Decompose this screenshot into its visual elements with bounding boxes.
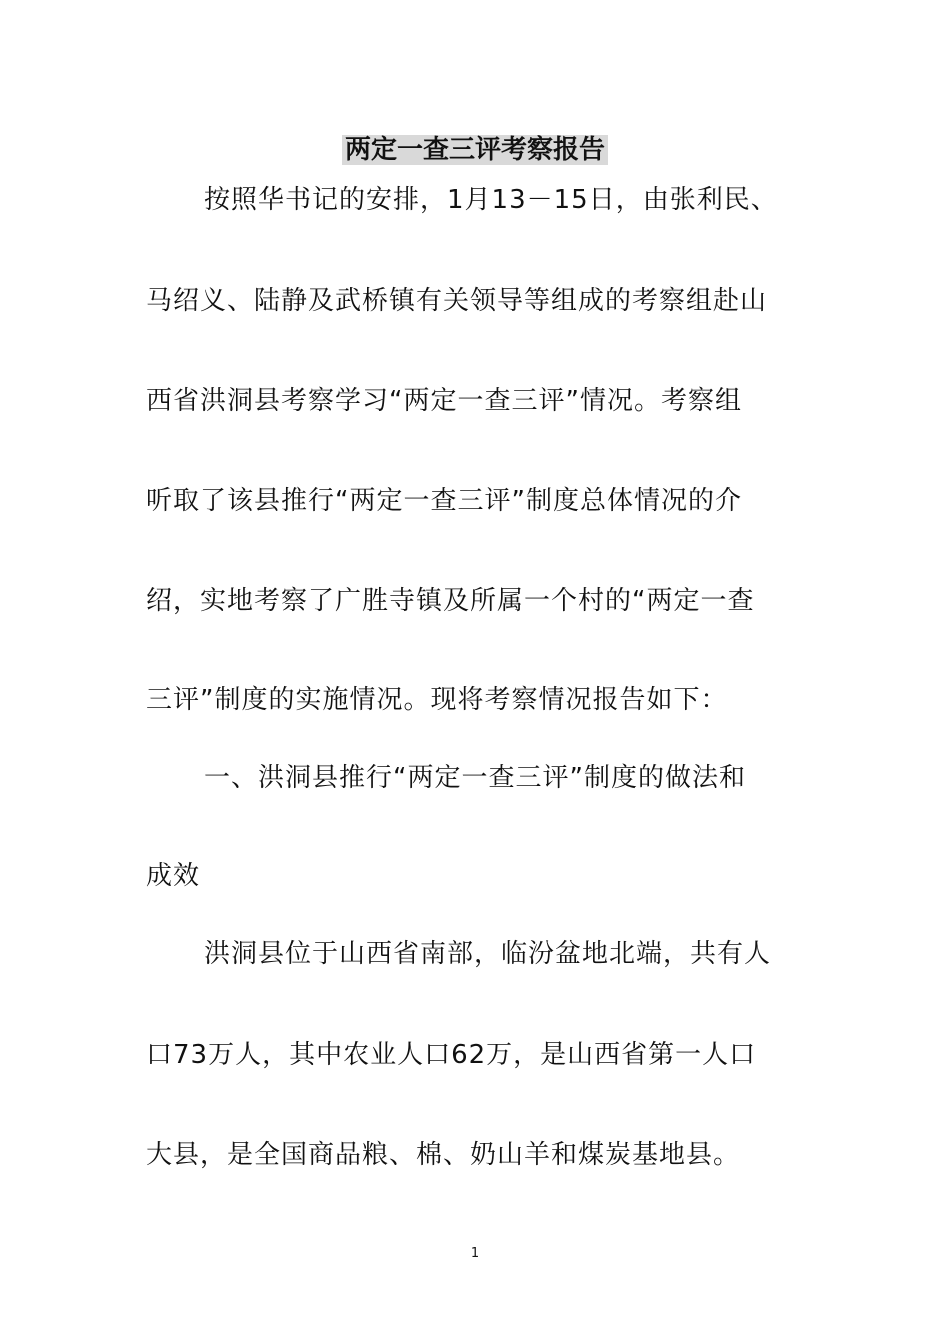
text-line: 成效 bbox=[146, 861, 201, 891]
text-line: 西省洪洞县考察学习“两定一查三评”情况。考察组 bbox=[146, 386, 742, 416]
document-title-text: 两定一查三评考察报告 bbox=[342, 135, 608, 165]
text-line: 洪洞县位于山西省南部，临汾盆地北端，共有人 bbox=[204, 939, 772, 969]
page-number: 1 bbox=[470, 1246, 480, 1261]
text-line: 绍，实地考察了广胜寺镇及所属一个村的“两定一查 bbox=[146, 586, 755, 616]
text-line: 一、洪洞县推行“两定一查三评”制度的做法和 bbox=[204, 763, 746, 793]
text-line: 口73万人，其中农业人口62万，是山西省第一人口 bbox=[146, 1040, 757, 1070]
text-line: 按照华书记的安排，1月13－15日，由张利民、 bbox=[204, 185, 778, 215]
text-line: 三评”制度的实施情况。现将考察情况报告如下： bbox=[146, 685, 728, 715]
text-line: 听取了该县推行“两定一查三评”制度总体情况的介 bbox=[146, 486, 742, 516]
text-line: 马绍义、陆静及武桥镇有关领导等组成的考察组赴山 bbox=[146, 286, 768, 316]
document-title bbox=[0, 130, 950, 170]
text-line: 大县，是全国商品粮、棉、奶山羊和煤炭基地县。 bbox=[146, 1140, 741, 1170]
